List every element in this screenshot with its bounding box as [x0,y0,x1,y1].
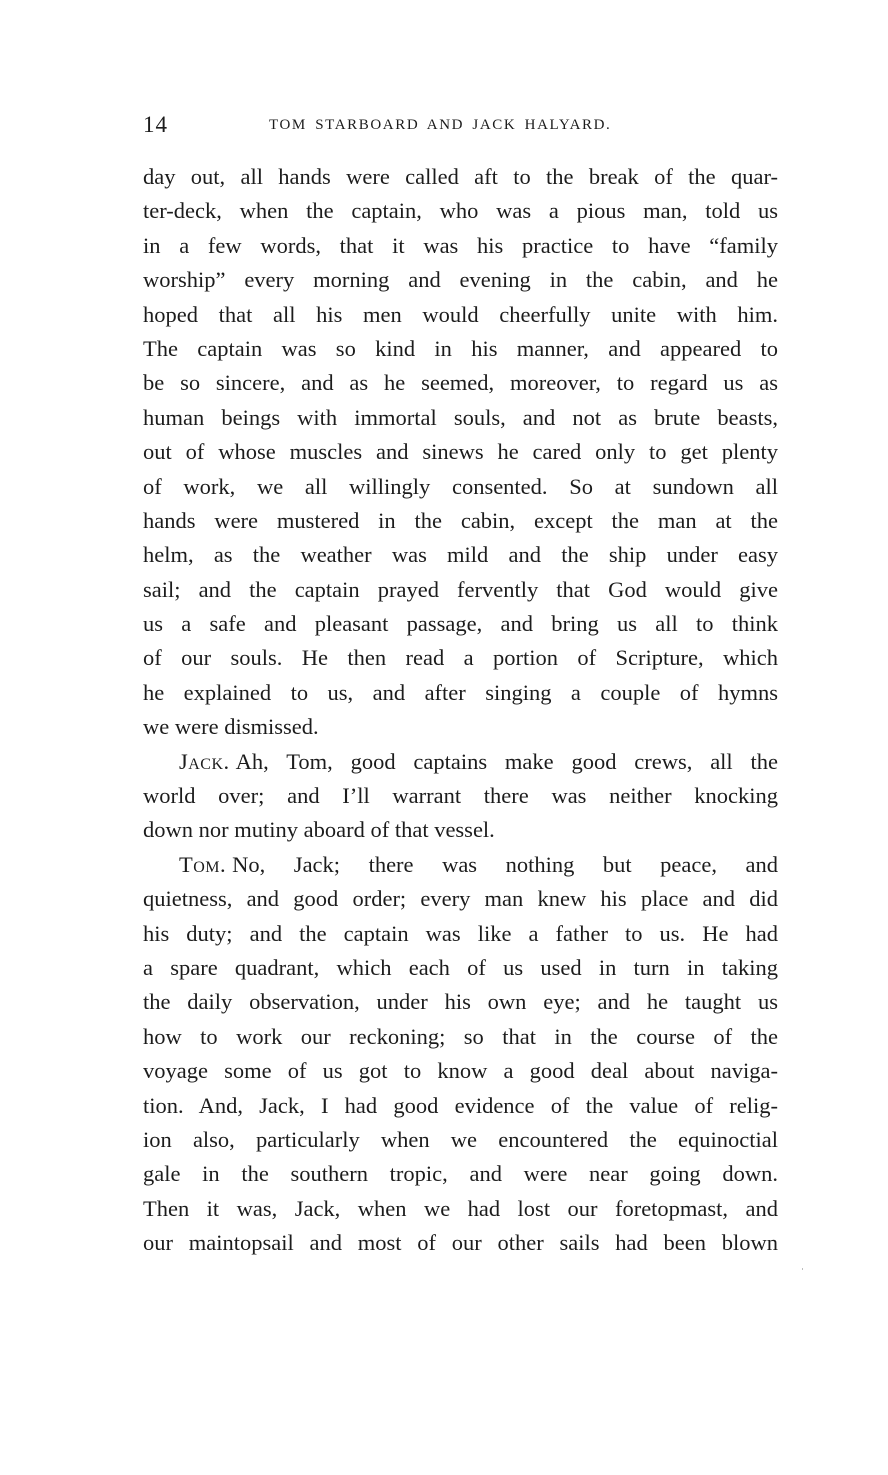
text-line: world over; and I’ll warrant there was neither knocking [143,783,778,809]
text-line: us a safe and pleasant passage, and bring us all to think [143,611,778,637]
text-line: tion. And, Jack, I had good evidence of the value of relig- [143,1092,778,1118]
text-line: in a few words, that it was his practice to have “family [143,232,778,258]
text-line: we were dismissed. [143,714,319,740]
text-line: hands were mustered in the cabin, except the man at the [143,507,778,533]
dialogue-first-line [143,745,778,779]
body-text [143,160,778,1261]
text-line: of work, we all willingly consented. So at sundown all [143,473,778,499]
dialogue-first-line [143,848,778,882]
speaker-tom: Tom. [179,851,227,877]
paragraph-narration [143,160,778,745]
text-line: day out, all hands were called aft to the break of the quar- [143,164,778,189]
text-line: the daily observation, under his own eye; and he taught us [143,989,778,1015]
paragraph-tom [143,848,778,1261]
text-line: out of whose muscles and sinews he cared only to get plenty [143,439,778,465]
running-title: TOM STARBOARD AND JACK HALYARD. [269,117,612,133]
text-line: ion also, particularly when we encountered the equinoctial [143,1126,778,1152]
text-line: quietness, and good order; every man knew his place and did [143,886,778,912]
text-line: be so sincere, and as he seemed, moreover, to regard us as [143,370,778,396]
text-line: his duty; and the captain was like a father to us. He had [143,920,778,946]
text-line: hoped that all his men would cheerfully unite with him. [143,301,778,327]
text-line: human beings with immortal souls, and not as brute beasts, [143,404,778,430]
text-line: ter-deck, when the captain, who was a pious man, told us [143,198,778,224]
text-line: of our souls. He then read a portion of Scripture, which [143,645,778,671]
text-line: worship” every morning and evening in the cabin, and he [143,267,778,293]
scan-speck [802,1268,803,1270]
text-line: helm, as the weather was mild and the ship under easy [143,542,778,568]
page-header [143,112,778,152]
text-line: sail; and the captain prayed fervently that God would give [143,576,778,602]
text-line: gale in the southern tropic, and were near going down. [143,1161,778,1187]
text-line: Then it was, Jack, when we had lost our foretopmast, and [143,1195,778,1221]
text-line: how to work our reckoning; so that in the course of the [143,1023,778,1049]
text-line: a spare quadrant, which each of us used in turn in taking [143,954,778,980]
text-line: The captain was so kind in his manner, and appeared to [143,335,778,361]
text-line: he explained to us, and after singing a couple of hymns [143,679,778,705]
speaker-jack: Jack. [179,748,230,774]
page-number: 14 [143,112,168,137]
text-line: voyage some of us got to know a good deal about naviga- [143,1058,778,1084]
text-line: down nor mutiny aboard of that vessel. [143,817,495,843]
speech-text: Ah, Tom, good captains make good crews, all the [235,748,778,774]
speech-text: No, Jack; there was nothing but peace, and [232,851,778,877]
text-line: our maintopsail and most of our other sails had been blown [143,1230,778,1256]
paragraph-jack [143,745,778,848]
